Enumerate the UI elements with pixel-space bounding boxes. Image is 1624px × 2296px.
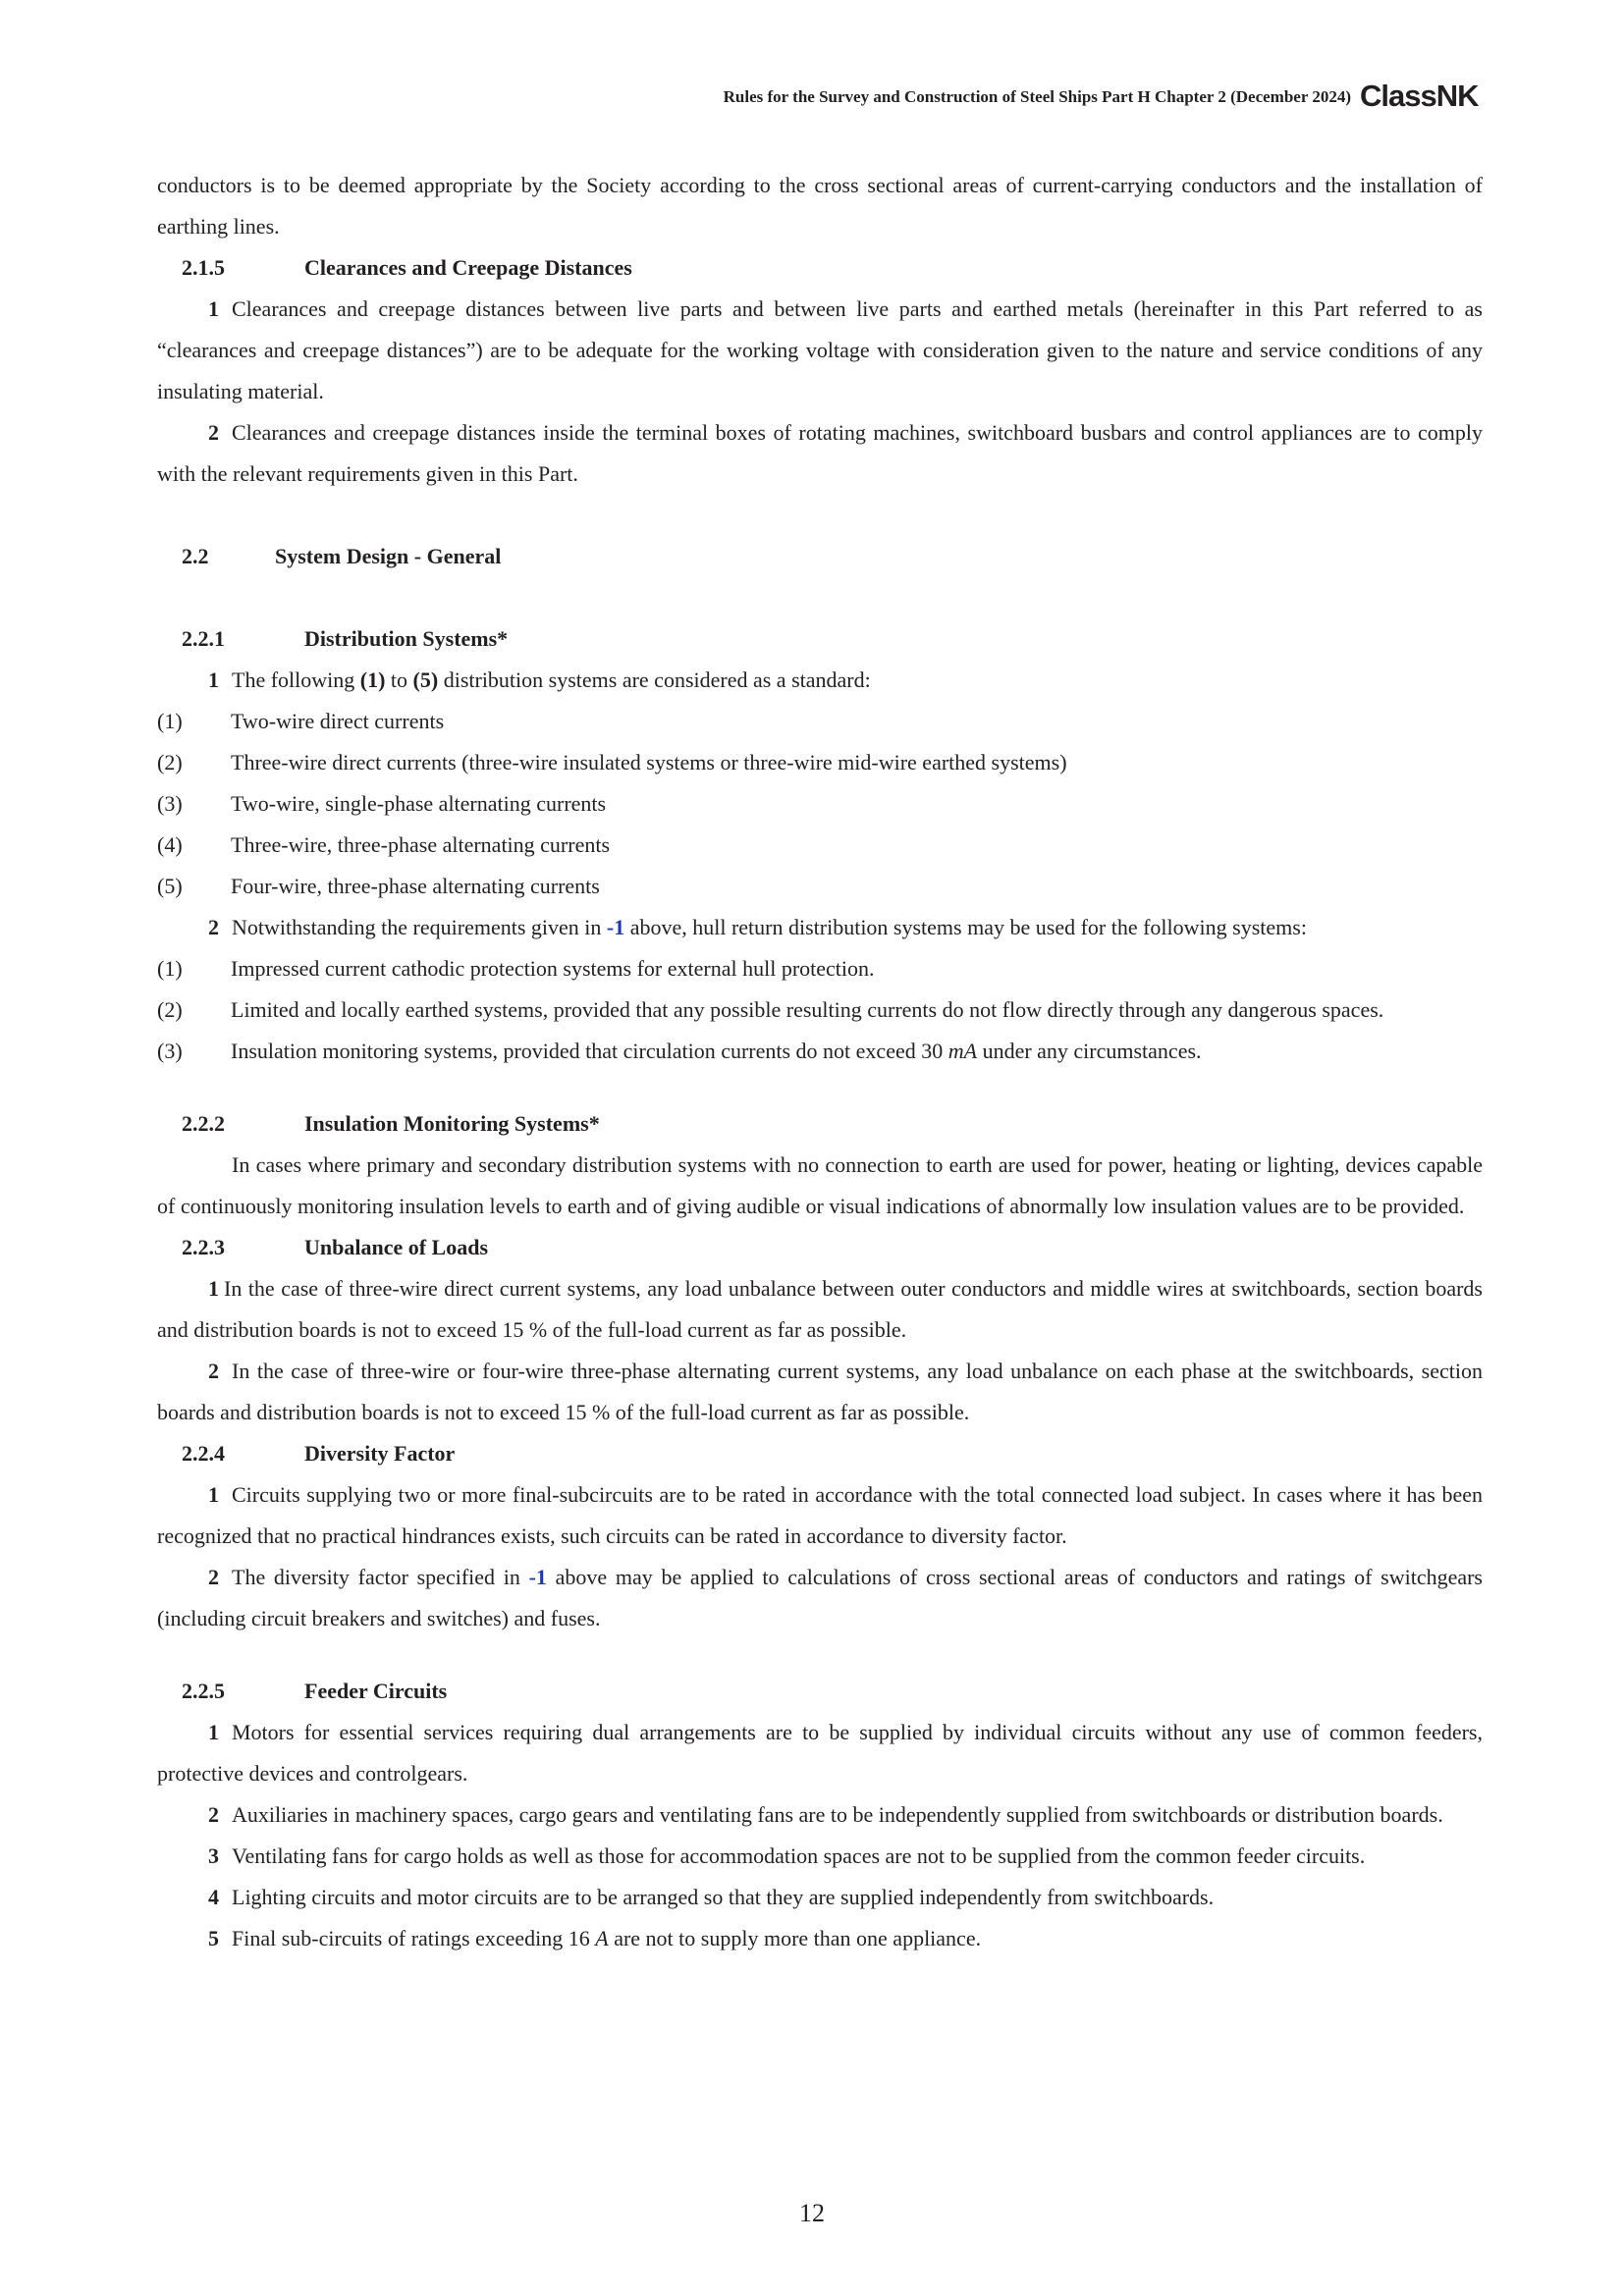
section-2-2-1-heading <box>157 618 1483 660</box>
paragraph: 4 Lighting circuits and motor circuits are to be arranged so that they are supplied independently from switchboards. <box>157 1877 1483 1918</box>
section-title: System Design - General <box>275 544 502 568</box>
section-title: Feeder Circuits <box>304 1679 448 1703</box>
page-header <box>0 75 1624 114</box>
paragraph: 2 The diversity factor specified in -1 above may be applied to calculations of cross sectional areas of conductors and ratings of switchgears (including circuit breakers and switches) and fuses. <box>157 1557 1483 1639</box>
section-2-2-3-heading <box>157 1227 1483 1268</box>
section-number: 2.1.5 <box>182 255 225 280</box>
section-number: 2.2.3 <box>182 1235 225 1259</box>
paragraph: 1 In the case of three-wire direct current systems, any load unbalance between outer conductors and middle wires at switchboards, section boards and distribution boards is not to exceed 15 % of the full-load current as far as possible. <box>157 1268 1483 1351</box>
intro-paragraph: conductors is to be deemed appropriate by the Society according to the cross sectional areas of current-carrying conductors and the installation of earthing lines. <box>157 173 1483 239</box>
paragraph: 2 Auxiliaries in machinery spaces, cargo gears and ventilating fans are to be independently supplied from switchboards or distribution boards. <box>157 1794 1483 1836</box>
section-2-2-2-heading <box>157 1103 1483 1145</box>
list-item: (3) Insulation monitoring systems, provided that circulation currents do not exceed 30 mA under any circumstances. <box>157 1039 1202 1063</box>
paragraph-number: 3 <box>208 1843 219 1868</box>
cross-reference-link[interactable]: -1 <box>528 1565 547 1589</box>
paragraph: In cases where primary and secondary distribution systems with no connection to earth are used for power, heating or lighting, devices capable of continuously monitoring insulation levels to earth and of giving audible or visual indications of abnormally low insulation values are to be provided. <box>157 1152 1483 1218</box>
section-title: Diversity Factor <box>304 1441 456 1466</box>
list-item: (1) Impressed current cathodic protection systems for external hull protection. <box>157 956 875 981</box>
page-body <box>157 165 1483 1959</box>
section-number: 2.2.5 <box>182 1679 225 1703</box>
list-item: (2) Limited and locally earthed systems, provided that any possible resulting currents do not flow directly through any dangerous spaces. <box>157 997 1384 1022</box>
paragraph: 3 Ventilating fans for cargo holds as well as those for accommodation spaces are not to be supplied from the common feeder circuits. <box>157 1836 1483 1877</box>
section-title: Clearances and Creepage Distances <box>304 255 632 280</box>
section-2-2-heading <box>157 536 1483 577</box>
list-item: (2) Three-wire direct currents (three-wire insulated systems or three-wire mid-wire earthed systems) <box>157 750 1067 774</box>
paragraph: 2 Notwithstanding the requirements given in -1 above, hull return distribution systems may be used for the following systems: <box>157 907 1483 948</box>
paragraph: 1 Circuits supplying two or more final-subcircuits are to be rated in accordance with the total connected load subject. In cases where it has been recognized that no practical hindrances exists, such circuits can be rated in accordance to diversity factor. <box>157 1474 1483 1557</box>
section-number: 2.2.1 <box>182 626 225 651</box>
paragraph-text: Clearances and creepage distances inside the terminal boxes of rotating machines, switchboard busbars and control appliances are to comply with the relevant requirements given in this Part. <box>157 420 1483 486</box>
paragraph-number: 1 <box>208 667 219 692</box>
list-item: (5) Four-wire, three-phase alternating currents <box>157 874 600 898</box>
list-item: (1) Two-wire direct currents <box>157 709 445 733</box>
paragraph <box>157 289 1483 412</box>
section-title: Unbalance of Loads <box>304 1235 489 1259</box>
paragraph-number: 2 <box>208 1802 219 1827</box>
paragraph: 1 Motors for essential services requiring dual arrangements are to be supplied by individual circuits without any use of common feeders, protective devices and controlgears. <box>157 1712 1483 1794</box>
paragraph-number: 1 <box>208 1720 219 1744</box>
paragraph-number: 2 <box>208 1565 219 1589</box>
section-number: 2.2.4 <box>182 1441 225 1466</box>
paragraph-number: 1 <box>208 1276 219 1301</box>
section-number: 2.2 <box>182 544 209 568</box>
section-title: Distribution Systems* <box>304 626 509 651</box>
paragraph: 2 In the case of three-wire or four-wire three-phase alternating current systems, any load unbalance on each phase at the switchboards, section boards and distribution boards is not to exceed 15 % of the full-load current as far as possible. <box>157 1351 1483 1433</box>
classnk-logo: ClassNK <box>1360 79 1479 113</box>
section-2-2-5-heading <box>157 1671 1483 1712</box>
paragraph-number: 5 <box>208 1926 219 1950</box>
paragraph <box>157 412 1483 495</box>
paragraph-number: 2 <box>208 420 219 445</box>
paragraph-number: 1 <box>208 1482 219 1507</box>
cross-reference-link[interactable]: -1 <box>606 915 625 939</box>
paragraph-number: 2 <box>208 915 219 939</box>
paragraph-number: 4 <box>208 1885 219 1909</box>
header-title: Rules for the Survey and Construction of Steel Ships Part H Chapter 2 (December 2024) <box>723 87 1351 106</box>
paragraph-number: 2 <box>208 1359 219 1383</box>
paragraph-text: Clearances and creepage distances between live parts and between live parts and earthed metals (hereinafter in this Part referred to as “clearances and creepage distances”) are to be adequate for the working voltage with consideration given to the nature and service conditions of any insulating material. <box>157 296 1483 403</box>
paragraph-number: 1 <box>208 296 219 321</box>
paragraph: 5 Final sub-circuits of ratings exceeding 16 A are not to supply more than one appliance. <box>157 1918 1483 1959</box>
section-number: 2.2.2 <box>182 1111 225 1136</box>
section-title: Insulation Monitoring Systems* <box>304 1111 600 1136</box>
section-2-1-5-heading <box>157 247 1483 289</box>
page-number: 12 <box>799 2199 825 2227</box>
paragraph: 1 The following (1) to (5) distribution systems are considered as a standard: <box>157 660 1483 701</box>
list-item: (3) Two-wire, single-phase alternating currents <box>157 791 607 816</box>
section-2-2-4-heading <box>157 1433 1483 1474</box>
list-item: (4) Three-wire, three-phase alternating currents <box>157 832 611 857</box>
